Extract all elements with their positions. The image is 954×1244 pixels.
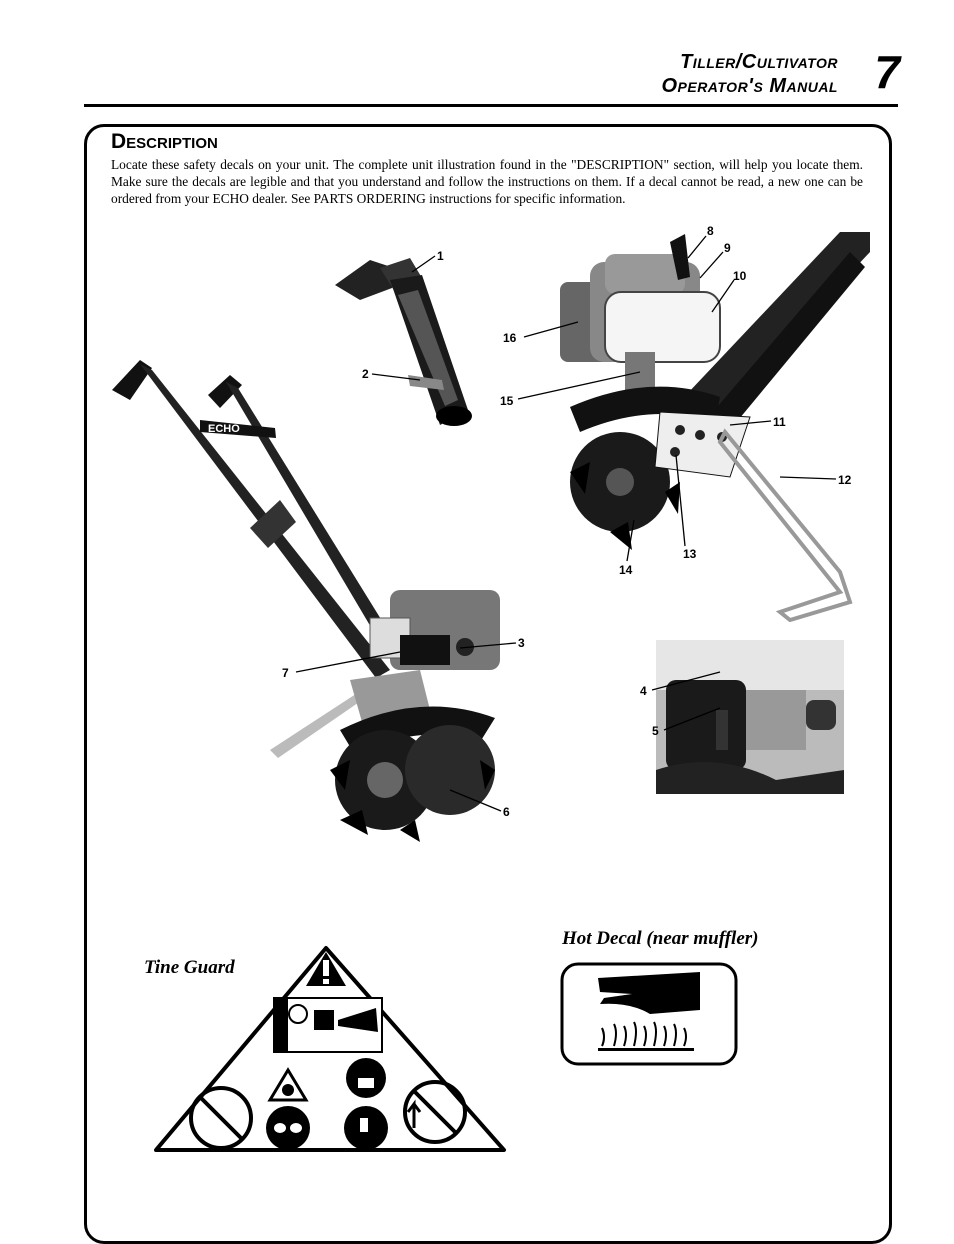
callout-13: 13 bbox=[683, 547, 697, 561]
callout-9: 9 bbox=[724, 241, 731, 255]
hot-decal-caption: Hot Decal (near muffler) bbox=[562, 928, 759, 949]
callout-5: 5 bbox=[652, 724, 659, 738]
page-number: 7 bbox=[874, 46, 900, 98]
manual-title-line1: Tiller/Cultivator bbox=[680, 51, 838, 73]
intro-paragraph: Locate these safety decals on your unit. The complete unit illustration found in the "DESCRIPTION" section, will help you locate them. Make sure the decals are legible and that you understand and follow the instructions on them. If a decal cannot be read, a new one can be ordered from your ECHO dealer. See PARTS ORDERING instructions for specific information. bbox=[111, 157, 863, 206]
callout-1: 1 bbox=[437, 249, 444, 263]
echo-brand-text: ECHO bbox=[208, 423, 240, 435]
callout-11: 11 bbox=[773, 415, 786, 429]
callout-16: 16 bbox=[503, 331, 517, 345]
callout-14: 14 bbox=[619, 563, 633, 577]
callout-4: 4 bbox=[640, 684, 647, 698]
callout-8: 8 bbox=[707, 224, 714, 238]
callout-15: 15 bbox=[500, 394, 514, 408]
manual-title-line2: Operator's Manual bbox=[661, 75, 838, 97]
callout-10: 10 bbox=[733, 269, 747, 283]
callout-7: 7 bbox=[282, 666, 289, 680]
section-title: Description bbox=[111, 130, 218, 153]
callout-12: 12 bbox=[838, 473, 852, 487]
callout-3: 3 bbox=[518, 636, 525, 650]
hot-decal bbox=[560, 962, 738, 1066]
tine-guard-decal bbox=[148, 942, 510, 1158]
tine-guard-caption: Tine Guard bbox=[144, 957, 235, 978]
callout-6: 6 bbox=[503, 805, 510, 819]
callout-2: 2 bbox=[362, 367, 369, 381]
